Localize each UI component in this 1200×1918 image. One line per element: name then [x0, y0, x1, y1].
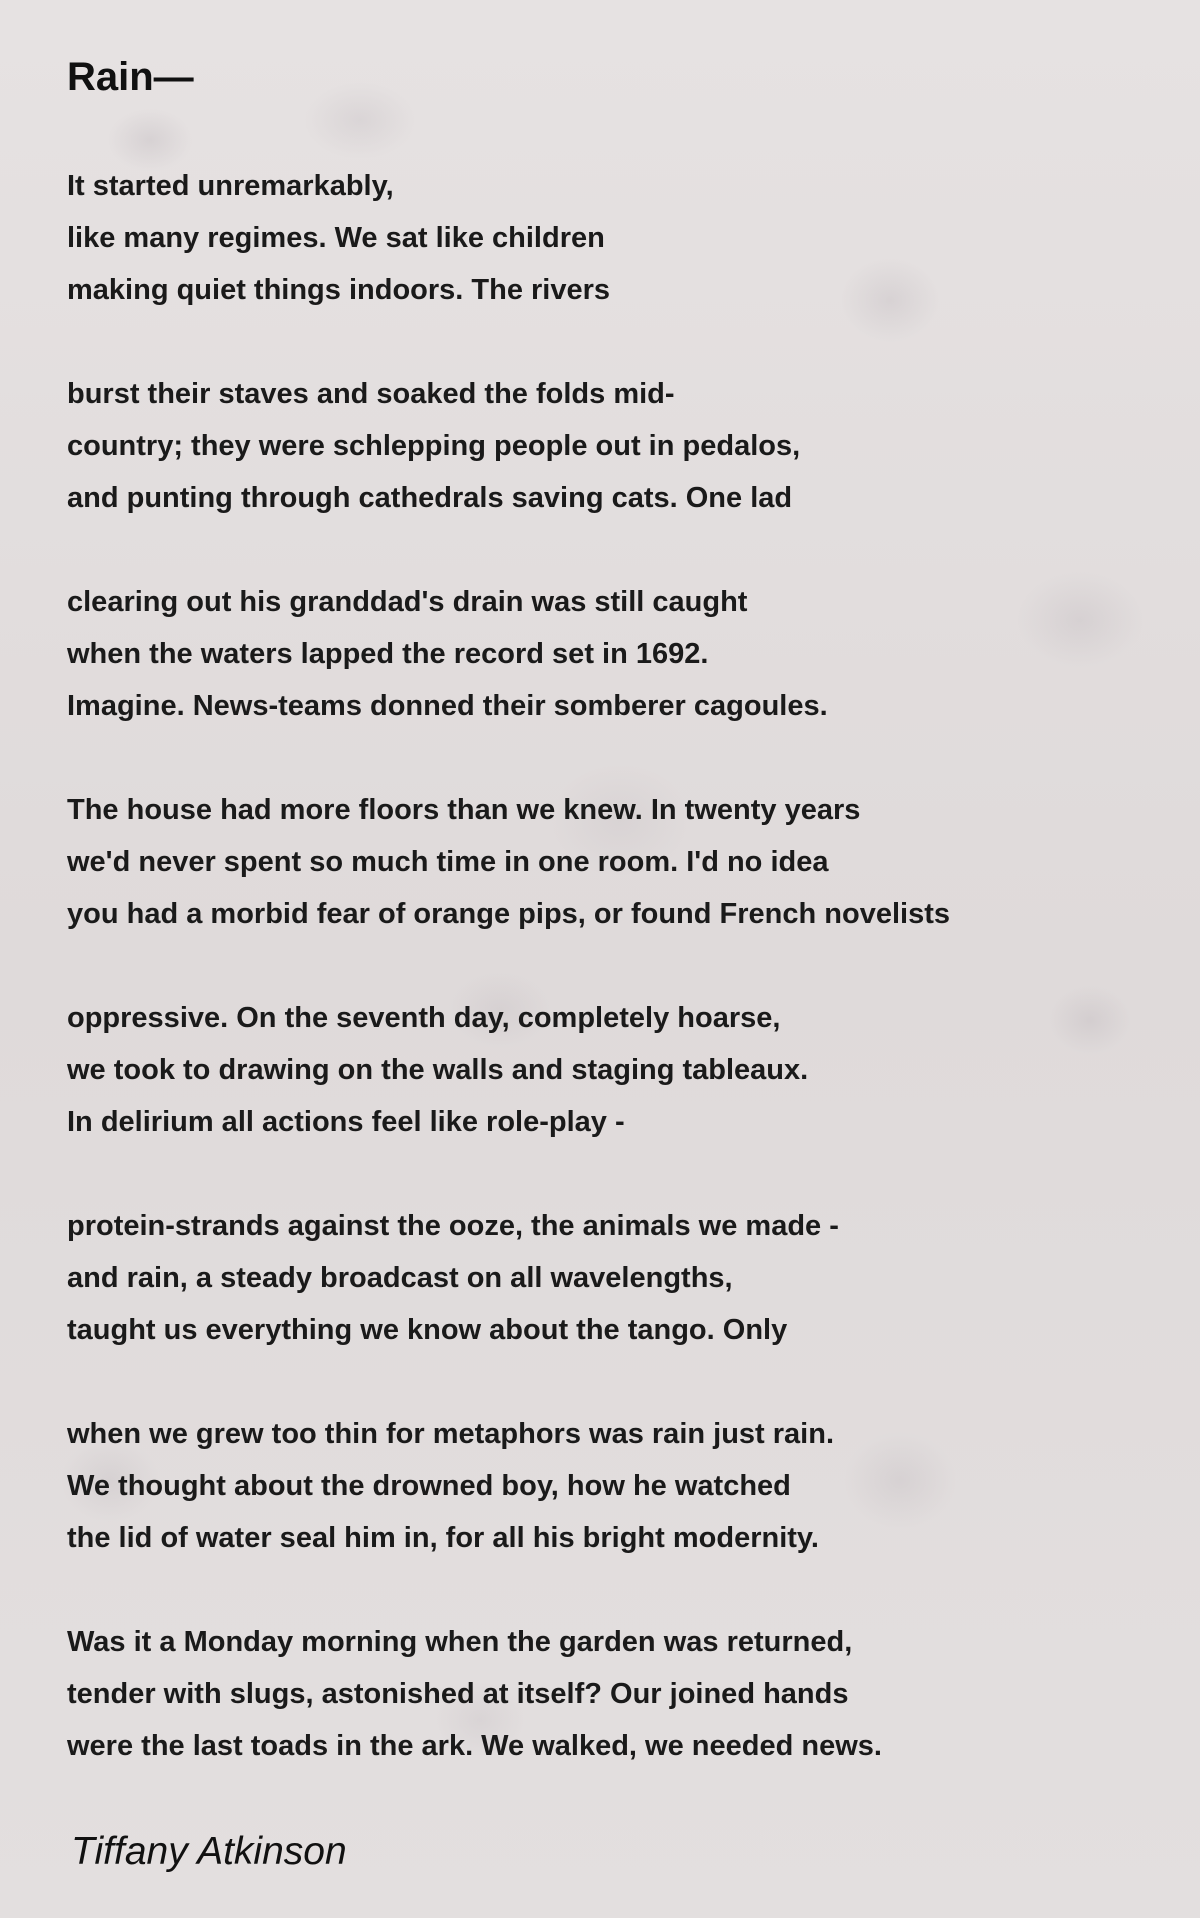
poem-line: protein-strands against the ooze, the animals we made -: [67, 1210, 839, 1242]
stanza: [67, 576, 1147, 732]
poem-line: clearing out his granddad's drain was still caught: [67, 586, 748, 618]
poem-line: when we grew too thin for metaphors was rain just rain.: [67, 1418, 834, 1450]
poem-line: we took to drawing on the walls and staging tableaux.: [67, 1054, 809, 1086]
poem-line: In delirium all actions feel like role-play -: [67, 1106, 625, 1138]
poem-line: taught us everything we know about the tango. Only: [67, 1314, 788, 1346]
poem-line: we'd never spent so much time in one room. I'd no idea: [67, 846, 829, 878]
stanza: [67, 160, 1147, 316]
poem-line: were the last toads in the ark. We walked, we needed news.: [67, 1730, 882, 1762]
poem-line: and punting through cathedrals saving cats. One lad: [67, 482, 793, 514]
poem-line: like many regimes. We sat like children: [67, 222, 605, 254]
poem-line: We thought about the drowned boy, how he watched: [67, 1470, 791, 1502]
poem-line: tender with slugs, astonished at itself? Our joined hands: [67, 1678, 849, 1710]
stanza: [67, 1616, 1147, 1772]
poem-line: making quiet things indoors. The rivers: [67, 274, 611, 306]
poem-line: Imagine. News-teams donned their somberer cagoules.: [67, 690, 828, 722]
stanza: [67, 1200, 1147, 1356]
poem-line: oppressive. On the seventh day, completely hoarse,: [67, 1002, 781, 1034]
poem-line: It started unremarkably,: [67, 170, 394, 202]
poem-author: Tiffany Atkinson: [71, 1830, 347, 1873]
poem-title: Rain—: [67, 55, 194, 99]
poem-line: and rain, a steady broadcast on all wavelengths,: [67, 1262, 733, 1294]
stanza: [67, 992, 1147, 1148]
stanza: [67, 1408, 1147, 1564]
poem-line: the lid of water seal him in, for all his bright modernity.: [67, 1522, 819, 1554]
stanza: [67, 368, 1147, 524]
poem-line: burst their staves and soaked the folds mid-: [67, 378, 675, 410]
poem-line: Was it a Monday morning when the garden was returned,: [67, 1626, 853, 1658]
poem-line: you had a morbid fear of orange pips, or found French novelists: [67, 898, 950, 930]
stanza: [67, 784, 1147, 940]
poem-page: [67, 48, 1147, 1880]
poem-line: country; they were schlepping people out in pedalos,: [67, 430, 801, 462]
poem-line: when the waters lapped the record set in 1692.: [67, 638, 709, 670]
poem-line: The house had more floors than we knew. In twenty years: [67, 794, 861, 826]
